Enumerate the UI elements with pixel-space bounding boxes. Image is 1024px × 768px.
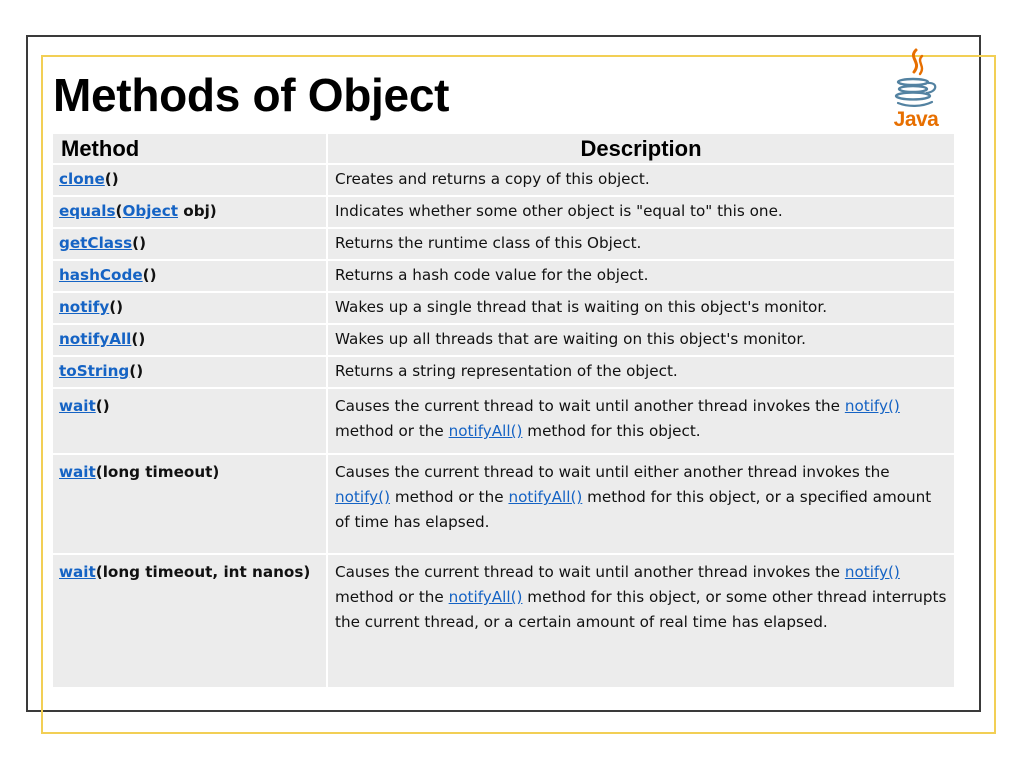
- method-column-header: Method: [52, 133, 327, 164]
- description-cell: Creates and returns a copy of this object.: [327, 164, 955, 196]
- method-cell: [52, 196, 327, 228]
- description-text: method or the: [335, 588, 449, 606]
- table-row: [52, 454, 955, 554]
- method-signature: (): [104, 170, 119, 188]
- table-row: [52, 388, 955, 454]
- method-signature: (): [132, 234, 147, 252]
- method-signature: (): [109, 298, 124, 316]
- table-row: [52, 356, 955, 388]
- notifyall-link[interactable]: notifyAll(): [448, 588, 523, 606]
- description-cell: [327, 388, 955, 454]
- description-cell: [327, 554, 955, 688]
- method-link-getclass[interactable]: getClass: [59, 234, 133, 252]
- method-cell: [52, 356, 327, 388]
- method-signature: (: [115, 202, 123, 220]
- page-title: Methods of Object: [53, 69, 450, 121]
- description-text: method for this object, or a specified amount of time has elapsed.: [335, 488, 932, 531]
- type-link-object[interactable]: Object: [122, 202, 178, 220]
- description-cell: Returns a hash code value for the object.: [327, 260, 955, 292]
- description-text: method or the: [390, 488, 509, 506]
- method-cell: [52, 164, 327, 196]
- description-text: method or the: [335, 422, 449, 440]
- description-text: method for this object, or some other thread interrupts the current thread, or a certain amount of real time has elapsed.: [335, 588, 947, 631]
- notify-link[interactable]: notify(): [844, 397, 900, 415]
- methods-table: [51, 132, 956, 689]
- method-cell: [52, 260, 327, 292]
- method-cell: [52, 554, 327, 688]
- description-column-header: Description: [327, 133, 955, 164]
- method-signature: (): [95, 397, 110, 415]
- method-link-equals[interactable]: equals: [59, 202, 116, 220]
- description-cell: [327, 454, 955, 554]
- notifyall-link[interactable]: notifyAll(): [448, 422, 523, 440]
- method-link-notifyall[interactable]: notifyAll: [59, 330, 132, 348]
- method-link-tostring[interactable]: toString: [59, 362, 130, 380]
- java-logo-text: Java: [893, 108, 939, 131]
- method-cell: [52, 454, 327, 554]
- table-row: [52, 554, 955, 688]
- table-row: [52, 292, 955, 324]
- method-signature: (long timeout, int nanos): [95, 563, 311, 581]
- description-text: Causes the current thread to wait until another thread invokes the: [335, 563, 845, 581]
- method-signature: (): [131, 330, 146, 348]
- description-cell: Wakes up a single thread that is waiting on this object's monitor.: [327, 292, 955, 324]
- table-header-row: [52, 133, 955, 164]
- notify-link[interactable]: notify(): [844, 563, 900, 581]
- method-link-hashcode[interactable]: hashCode: [59, 266, 143, 284]
- table-row: [52, 196, 955, 228]
- description-text: Causes the current thread to wait until either another thread invokes the: [335, 463, 890, 481]
- method-signature: (long timeout): [95, 463, 220, 481]
- coffee-cup-icon: [888, 46, 944, 110]
- description-cell: Indicates whether some other object is "equal to" this one.: [327, 196, 955, 228]
- method-link-wait[interactable]: wait: [59, 397, 96, 415]
- table-row: [52, 228, 955, 260]
- description-text: Causes the current thread to wait until another thread invokes the: [335, 397, 845, 415]
- method-link-wait-timeout[interactable]: wait: [59, 463, 96, 481]
- method-cell: [52, 388, 327, 454]
- table-row: [52, 164, 955, 196]
- method-signature: (): [142, 266, 157, 284]
- method-cell: [52, 324, 327, 356]
- notifyall-link[interactable]: notifyAll(): [508, 488, 583, 506]
- description-cell: Returns the runtime class of this Object.: [327, 228, 955, 260]
- method-link-clone[interactable]: clone: [59, 170, 105, 188]
- method-link-wait-timeout-nanos[interactable]: wait: [59, 563, 96, 581]
- method-signature: obj): [178, 202, 217, 220]
- method-link-notify[interactable]: notify: [59, 298, 110, 316]
- description-cell: Returns a string representation of the object.: [327, 356, 955, 388]
- notify-link[interactable]: notify(): [335, 488, 391, 506]
- method-signature: (): [129, 362, 144, 380]
- method-cell: [52, 228, 327, 260]
- description-cell: Wakes up all threads that are waiting on this object's monitor.: [327, 324, 955, 356]
- table-row: [52, 260, 955, 292]
- java-logo: [888, 46, 944, 136]
- description-text: method for this object.: [522, 422, 701, 440]
- table-row: [52, 324, 955, 356]
- method-cell: [52, 292, 327, 324]
